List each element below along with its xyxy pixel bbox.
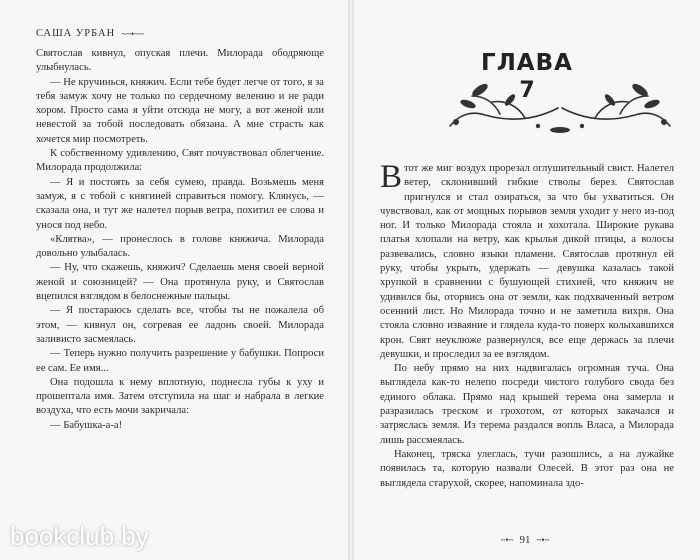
paragraph: К собственному удивлению, Свят почувствовал облегчение. Милорада продолжила: [36, 148, 324, 174]
paragraph: Наконец, тряска улеглась, тучи разошлись, а на лужайке появилась та, которую назвали Олесей. В этот раз она не выглядела старухой, скорее, напоминала здо- [380, 448, 674, 489]
left-page-text [36, 47, 324, 433]
running-head [36, 28, 324, 39]
paragraph: — Ну, что скажешь, княжич? Сделаешь меня своей верной женой и союзницей? — Она протянула руку, и Святослав вцепился взглядом в белоснежные пальцы. [36, 262, 324, 303]
watermark: bookclub.by [10, 521, 149, 551]
paragraph [380, 159, 674, 362]
chapter-title: ГЛАВА [481, 50, 573, 76]
right-page-text [380, 159, 674, 491]
paragraph-text: тот же миг воздух прорезал оглушительный свист. Налетел ветер, склонивший гибкие стволы берез. Святослав пригнулся и стал озираться, за что бы ухватиться. Он чувствовал, как от мощных порывов земля уходит у него из-под ног. И только Милорада стояла и хохотала. Широкие рукава платья хлопали на ветру, как крылья дикой птицы, а волосы развевались, словно языки пламени. Святослав протянул ей руку, чтобы укрыть, удержать — девушка казалась такой хрупкой в сравнении с бушующей стихией, что княжич не удивился бы, оторвись она от земли, как подхваченный ветром осенний лист. Но Милорада точно и не заметила вихря. Она стояла словно изваяние и глядела куда-то поверх колыхавшихся крон. Свят неуклюже развернулся, все еще держась за плечи девушки, и проследил за ее взглядом. [380, 163, 674, 360]
author-name: САША УРБАН [36, 28, 116, 39]
page-number [350, 534, 700, 546]
paragraph: По небу прямо на них надвигалась огромная туча. Она выглядела как-то нелепо посреди чистого голубого свода без единого облака. Прямо над крышей терема она замерла и разразилась треском и грохотом, от которых закачался и затряслась земля. Из терема раздался вопль Власа, а Милорада лишь рассмеялась. [380, 363, 674, 446]
paragraph: Она подошла к нему вплотную, поднесла губы к уху и прошептала имя. Затем отступила на шаг и набрала в легкие воздуха, что есть мочи закричала: [36, 376, 324, 417]
paragraph: — Я постараюсь сделать все, чтобы ты не пожалела об этом, — кивнул он, согревая ее ладонь своей. Милорада заливисто засмеялась. [36, 305, 324, 345]
chapter-number: 7 [519, 78, 535, 103]
paragraph: — Бабушка-а-а! [50, 419, 123, 431]
book-gutter [348, 0, 354, 560]
paragraph: — Не кручинься, княжич. Если тебе будет легче от того, я за тебя замуж хочу не только по сердечному велению и не ради хором. Просто сама я уйти отсюда не могу, а вот женой или невестой за тобой последовать обязана. А мне страсть как хочется мир посмотреть. [36, 76, 324, 145]
ornament-icon: ~•~ [500, 535, 514, 545]
paragraph: — Теперь нужно получить разрешение у бабушки. Попроси ее сам. Ее имя... [36, 348, 324, 374]
paragraph: — Я и постоять за себя сумею, правда. Возьмешь меня замуж, я с тобой с княгиней справиться помогу. Клянусь, — сказала она, и тут же налетел порыв ветра, похитил ее слова и унося под небо. [36, 176, 324, 231]
page-number-value: 91 [519, 534, 531, 546]
ornament-icon: ~•~ [536, 535, 550, 545]
drop-cap: В [380, 159, 403, 195]
paragraph: Святослав кивнул, опуская плечи. Милорада ободряюще улыбнулась. [36, 48, 324, 74]
paragraph: «Клятва», — пронеслось в голове княжича. Милорада довольно улыбалась. [36, 233, 324, 260]
right-page [350, 0, 700, 560]
ornament-icon: ~~•~~ [121, 28, 144, 39]
chapter-heading [380, 0, 674, 152]
